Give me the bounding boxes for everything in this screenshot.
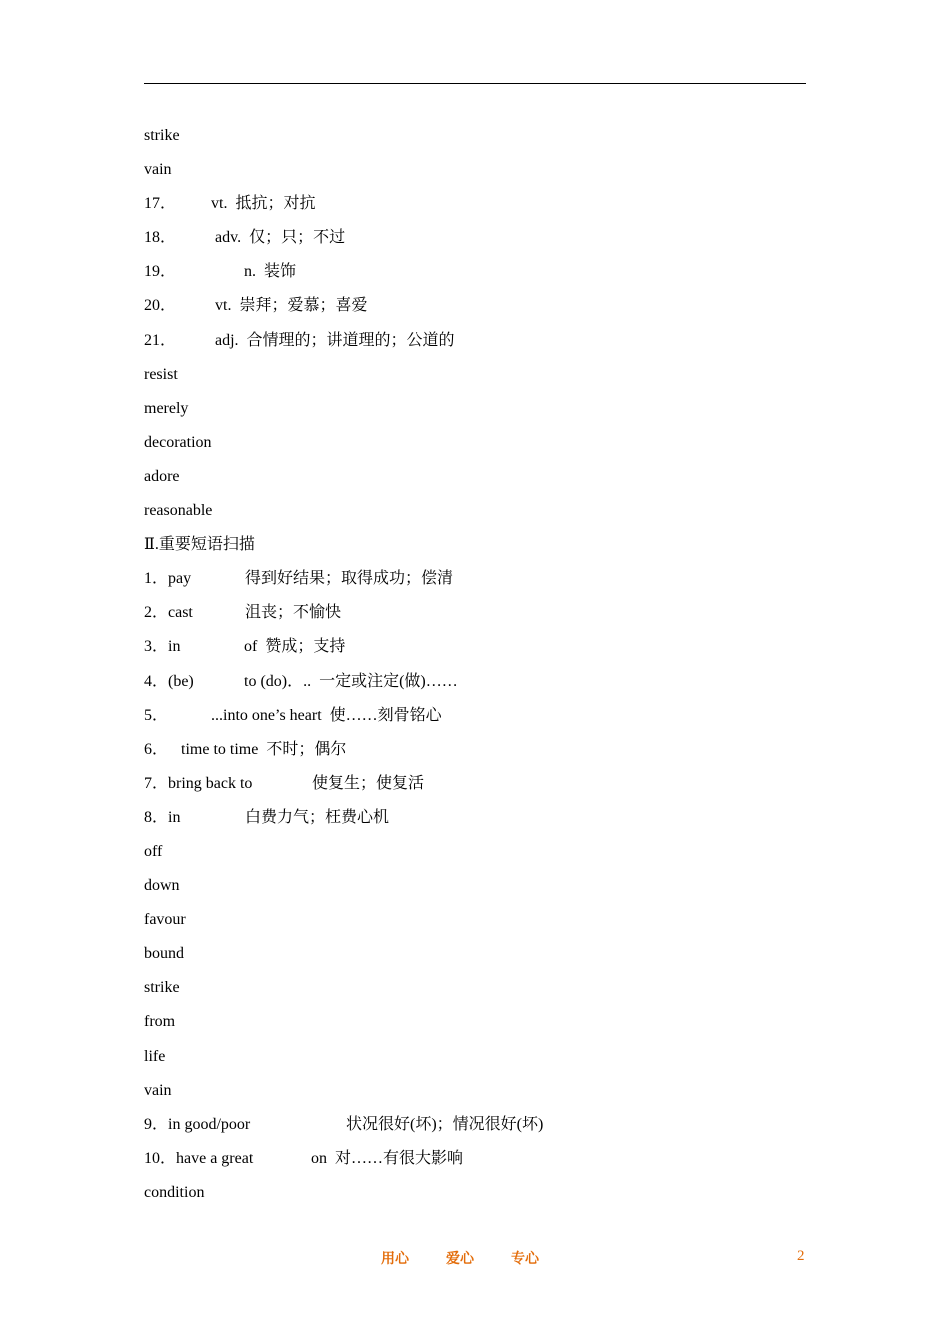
text-line — [144, 943, 806, 977]
text-line — [144, 671, 806, 705]
text-line — [144, 568, 806, 602]
line-definition: on 对……有很大影响 — [311, 1149, 464, 1167]
page-number: 2 — [797, 1248, 805, 1264]
line-text: 6． — [144, 740, 169, 758]
line-text: strike — [144, 979, 180, 997]
line-text: off — [144, 842, 163, 860]
line-definition: adj. 合情理的；讲道理的；公道的 — [215, 331, 455, 349]
line-text: 17． — [144, 195, 177, 213]
text-line — [144, 807, 806, 841]
line-text: resist — [144, 365, 178, 383]
text-line — [144, 364, 806, 398]
line-text: 5． — [144, 706, 169, 724]
line-text: decoration — [144, 433, 212, 451]
text-line — [144, 739, 806, 773]
line-definition: to (do)．.. 一定或注定(做)…… — [244, 672, 458, 690]
line-text: down — [144, 877, 180, 895]
line-definition: vt. 崇拜；爱慕；喜爱 — [215, 297, 368, 315]
text-line — [144, 227, 806, 261]
text-line — [144, 159, 806, 193]
text-line — [144, 875, 806, 909]
footer-middle: 爱心 — [446, 1251, 474, 1267]
line-text: favour — [144, 911, 186, 929]
line-definition: n. 装饰 — [244, 263, 297, 281]
text-line — [144, 909, 806, 943]
line-text: 3．in — [144, 638, 181, 656]
text-line — [144, 1080, 806, 1114]
line-text: 2．cast — [144, 604, 193, 622]
line-definition: 白费力气；枉费心机 — [245, 808, 390, 826]
line-text: 7．bring back to — [144, 774, 253, 792]
line-text: 21． — [144, 331, 177, 349]
header-rule — [144, 83, 806, 84]
line-text: vain — [144, 1081, 172, 1099]
text-line — [144, 841, 806, 875]
text-line — [144, 1011, 806, 1045]
text-line — [144, 330, 806, 364]
text-line — [144, 398, 806, 432]
line-text: 19． — [144, 263, 177, 281]
line-definition: vt. 抵抗；对抗 — [211, 195, 316, 213]
line-text: bound — [144, 945, 184, 963]
line-text: from — [144, 1013, 176, 1031]
line-text: reasonable — [144, 502, 213, 520]
footer-left: 用心 — [381, 1251, 409, 1267]
line-definition: 使复生；使复活 — [312, 774, 425, 792]
text-line — [144, 193, 806, 227]
text-line — [144, 1182, 806, 1216]
line-text: vain — [144, 161, 172, 179]
line-text: 10．have a great — [144, 1149, 254, 1167]
text-line — [144, 636, 806, 670]
text-line — [144, 1148, 806, 1182]
line-text: adore — [144, 467, 180, 485]
text-line — [144, 773, 806, 807]
line-text: strike — [144, 127, 180, 144]
text-line — [144, 466, 806, 500]
line-definition: ...into one’s heart 使……刻骨铭心 — [211, 706, 442, 724]
text-line — [144, 602, 806, 636]
line-definition: adv. 仅；只；不过 — [215, 229, 346, 247]
line-definition: 沮丧；不愉快 — [245, 604, 342, 622]
text-line — [144, 534, 806, 568]
text-line — [144, 977, 806, 1011]
line-text: 4．(be) — [144, 672, 194, 690]
line-text: 8．in — [144, 808, 181, 826]
document-body — [144, 125, 806, 1216]
line-text: 18． — [144, 229, 177, 247]
line-text: life — [144, 1047, 166, 1065]
text-line — [144, 705, 806, 739]
line-definition: 得到好结果；取得成功；偿清 — [245, 570, 454, 588]
text-line — [144, 261, 806, 295]
text-line — [144, 1046, 806, 1080]
line-text: merely — [144, 399, 189, 417]
footer-right: 专心 — [511, 1251, 539, 1267]
text-line — [144, 295, 806, 329]
line-text: condition — [144, 1183, 205, 1201]
line-definition: of 赞成；支持 — [244, 638, 346, 656]
text-line — [144, 432, 806, 466]
line-definition: 状况很好(坏)；情况很好(坏) — [346, 1115, 544, 1133]
line-definition: time to time 不时；偶尔 — [181, 740, 347, 758]
line-text: 1．pay — [144, 570, 192, 588]
text-line — [144, 500, 806, 534]
text-line — [144, 125, 806, 159]
text-line — [144, 1114, 806, 1148]
line-text: Ⅱ.重要短语扫描 — [144, 536, 255, 554]
line-text: 20． — [144, 297, 177, 315]
line-text: 9．in good/poor — [144, 1115, 251, 1133]
